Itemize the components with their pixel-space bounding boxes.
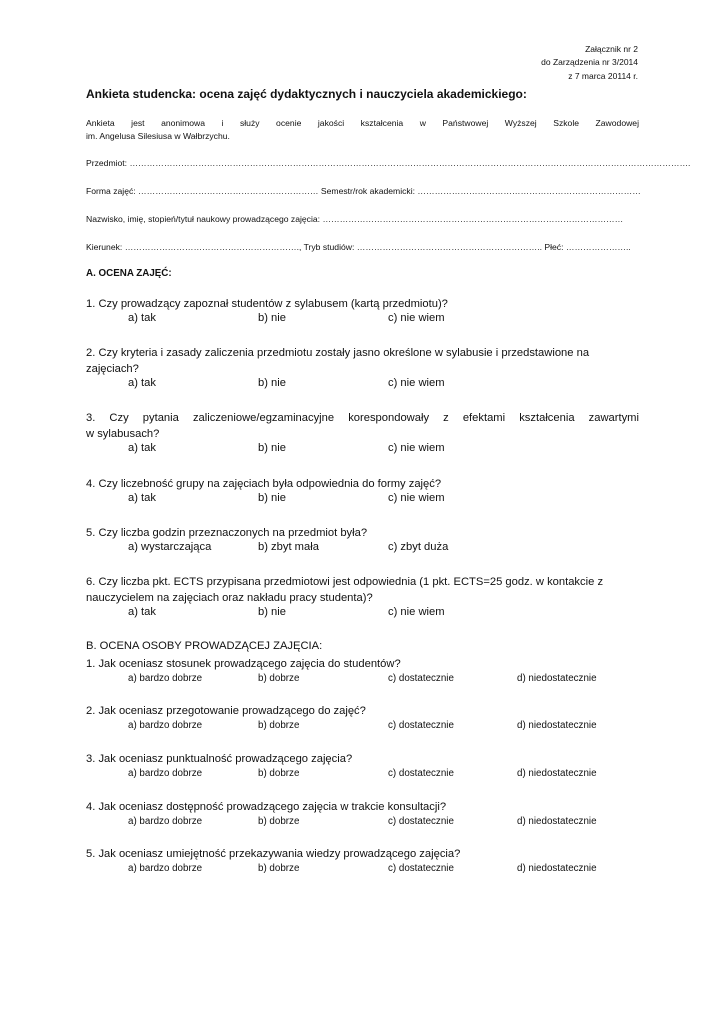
question-b5: 5. Jak oceniasz umiejętność przekazywania wiedzy prowadzącego zajęcia? bbox=[86, 848, 461, 860]
option-b4-c[interactable]: c) dostatecznie bbox=[388, 816, 454, 827]
field-przedmiot[interactable]: Przedmiot: ……………………………………………………………………………………………………………………………………………………………………………. bbox=[86, 158, 691, 168]
option-b5-a[interactable]: a) bardzo dobrze bbox=[128, 863, 203, 874]
option-a5-a[interactable]: a) wystarczająca bbox=[128, 541, 212, 553]
reference-line-2: do Zarządzenia nr 3/2014 bbox=[541, 57, 638, 68]
option-b2-b[interactable]: b) dobrze bbox=[258, 720, 300, 731]
option-b1-b[interactable]: b) dobrze bbox=[258, 673, 300, 684]
option-b2-d[interactable]: d) niedostatecznie bbox=[517, 720, 597, 731]
option-b2-a[interactable]: a) bardzo dobrze bbox=[128, 720, 203, 731]
option-a2-a[interactable]: a) tak bbox=[128, 377, 156, 389]
reference-line-1: Załącznik nr 2 bbox=[585, 44, 638, 54]
option-b3-d[interactable]: d) niedostatecznie bbox=[517, 768, 597, 779]
option-b4-a[interactable]: a) bardzo dobrze bbox=[128, 816, 203, 827]
option-a3-b[interactable]: b) nie bbox=[258, 442, 286, 454]
option-b3-c[interactable]: c) dostatecznie bbox=[388, 768, 454, 779]
question-b1: 1. Jak oceniasz stosunek prowadzącego zajęcia do studentów? bbox=[86, 658, 401, 670]
option-b2-c[interactable]: c) dostatecznie bbox=[388, 720, 454, 731]
option-b4-b[interactable]: b) dobrze bbox=[258, 816, 300, 827]
question-a3-line-2: w sylabusach? bbox=[86, 428, 160, 441]
intro-line-2: im. Angelusa Silesiusa w Wałbrzychu. bbox=[86, 130, 230, 141]
question-a6: 6. Czy liczba pkt. ECTS przypisana przedmiotowi jest odpowiednia (1 pkt. ECTS=25 godz. w kontakcie z nauczycielem na zajęciach oraz nakładu pracy studenta)? bbox=[86, 576, 604, 605]
option-a4-c[interactable]: c) nie wiem bbox=[388, 492, 445, 504]
option-a6-c[interactable]: c) nie wiem bbox=[388, 606, 445, 618]
option-a1-b[interactable]: b) nie bbox=[258, 312, 286, 324]
option-a3-c[interactable]: c) nie wiem bbox=[388, 442, 445, 454]
option-a5-b[interactable]: b) zbyt mała bbox=[258, 541, 319, 553]
question-a3 bbox=[86, 410, 639, 443]
question-a1: 1. Czy prowadzący zapoznał studentów z sylabusem (kartą przedmiotu)? bbox=[86, 298, 448, 310]
intro-line-1: Ankieta jest anonimowa i służy ocenie jakości kształcenia w Państwowej Wyższej Szkole Zawodowej bbox=[86, 118, 639, 128]
option-a4-a[interactable]: a) tak bbox=[128, 492, 156, 504]
option-b1-d[interactable]: d) niedostatecznie bbox=[517, 673, 597, 684]
field-forma-zajec[interactable]: Forma zajęć: ……………………………………………………… Semestr/rok akademicki: …………………………………………………………………… bbox=[86, 186, 641, 196]
option-b3-a[interactable]: a) bardzo dobrze bbox=[128, 768, 203, 779]
option-b5-c[interactable]: c) dostatecznie bbox=[388, 863, 454, 874]
option-a6-a[interactable]: a) tak bbox=[128, 606, 156, 618]
option-a2-b[interactable]: b) nie bbox=[258, 377, 286, 389]
option-a1-a[interactable]: a) tak bbox=[128, 312, 156, 324]
option-b5-b[interactable]: b) dobrze bbox=[258, 863, 300, 874]
option-b5-d[interactable]: d) niedostatecznie bbox=[517, 863, 597, 874]
option-b1-c[interactable]: c) dostatecznie bbox=[388, 673, 454, 684]
page-title: Ankieta studencka: ocena zajęć dydaktycznych i nauczyciela akademickiego: bbox=[86, 87, 527, 101]
question-b2: 2. Jak oceniasz przegotowanie prowadzącego do zajęć? bbox=[86, 705, 366, 717]
field-nazwisko[interactable]: Nazwisko, imię, stopień/tytuł naukowy prowadzącego zajęcia: …………………………………………………………………………………………… bbox=[86, 214, 624, 224]
intro-paragraph bbox=[86, 117, 639, 142]
option-a2-c[interactable]: c) nie wiem bbox=[388, 377, 445, 389]
document-reference bbox=[541, 43, 638, 83]
section-b-heading: B. OCENA OSOBY PROWADZĄCEJ ZAJĘCIA: bbox=[86, 640, 323, 652]
option-a1-c[interactable]: c) nie wiem bbox=[388, 312, 445, 324]
question-a5: 5. Czy liczba godzin przeznaczonych na przedmiot była? bbox=[86, 527, 368, 539]
option-a4-b[interactable]: b) nie bbox=[258, 492, 286, 504]
question-b4: 4. Jak oceniasz dostępność prowadzącego zajęcia w trakcie konsultacji? bbox=[86, 801, 447, 813]
field-kierunek[interactable]: Kierunek: ……………………………………………………., Tryb studiów: ……………………………………………………….. Płeć: ………………….. bbox=[86, 242, 631, 252]
section-a-heading: A. OCENA ZAJĘĆ: bbox=[86, 268, 172, 279]
option-a5-c[interactable]: c) zbyt duża bbox=[388, 541, 449, 553]
question-a4: 4. Czy liczebność grupy na zajęciach była odpowiednia do formy zajęć? bbox=[86, 478, 442, 490]
question-a2: 2. Czy kryteria i zasady zaliczenia przedmiotu zostały jasno określone w sylabusie i przedstawione na zajęciach? bbox=[86, 347, 590, 376]
question-b3: 3. Jak oceniasz punktualność prowadzącego zajęcia? bbox=[86, 753, 353, 765]
option-a3-a[interactable]: a) tak bbox=[128, 442, 156, 454]
option-b3-b[interactable]: b) dobrze bbox=[258, 768, 300, 779]
question-a3-line-1: 3. Czy pytania zaliczeniowe/egzaminacyjne korespondowały z efektami kształcenia zawartymi bbox=[86, 412, 639, 424]
option-b4-d[interactable]: d) niedostatecznie bbox=[517, 816, 597, 827]
option-a6-b[interactable]: b) nie bbox=[258, 606, 286, 618]
option-b1-a[interactable]: a) bardzo dobrze bbox=[128, 673, 203, 684]
reference-line-3: z 7 marca 20114 r. bbox=[568, 70, 638, 81]
